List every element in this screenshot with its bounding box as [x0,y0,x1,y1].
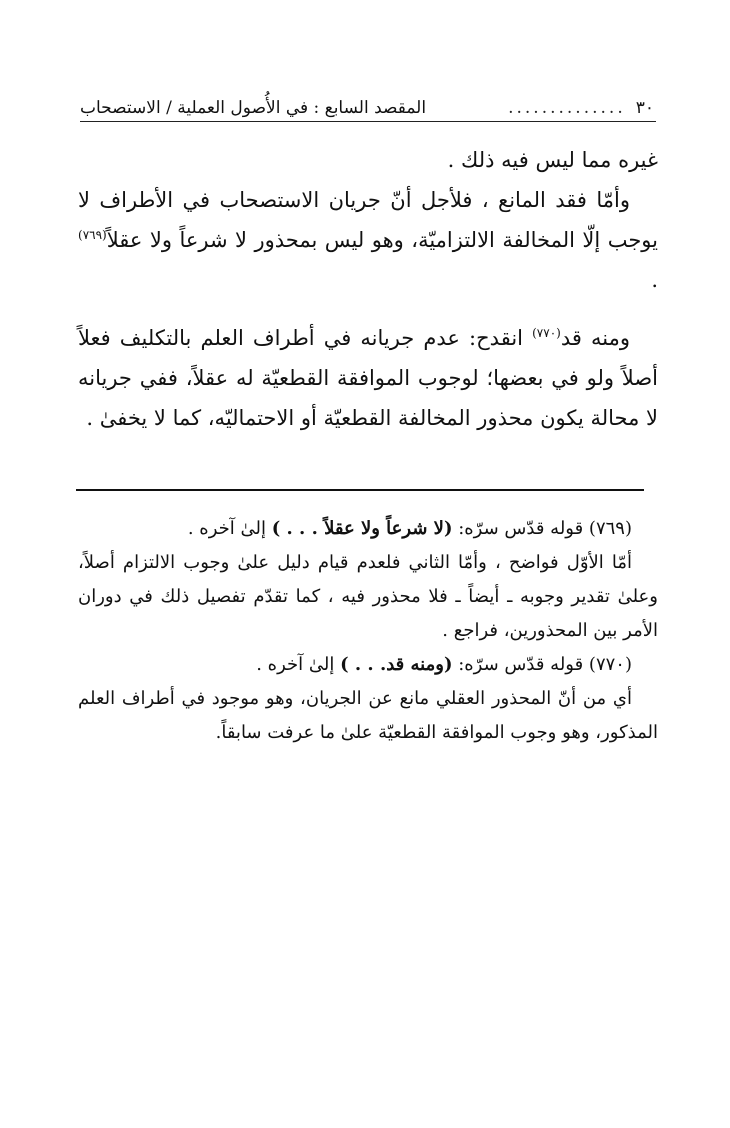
paragraph-text: . [651,268,658,292]
footnote-label: (٧٧٠) قوله قدّس سرّه: [452,654,632,675]
footnote-body: أي من أنّ المحذور العقلي مانع عن الجريان، وهو موجود في أطراف العلم المذكور، وهو وجوب الموافقة القطعيّة علىٰ ما عرفت سابقاً. [78,688,658,743]
footnote-heading [78,512,658,546]
paragraph-text: ومنه قد [560,326,630,350]
paragraph [78,140,658,180]
paragraph-text: غيره مما ليس فيه ذلك . [447,148,658,172]
header-rule [80,121,656,122]
main-text [78,140,658,438]
paragraph-text: وأمّا فقد المانع ، فلأجل أنّ جريان الاستصحاب في الأطراف لا يوجب إلّا المخالفة الالتزاميّة، وهو ليس بمحذور لا شرعاً ولا عقلاً [78,188,658,252]
footnote-quote: (ومنه قد. . . ) [340,654,453,675]
paragraph [78,180,658,300]
footnote-label: (٧٦٩) قوله قدّس سرّه: [452,518,632,539]
header-dot-leader: .............. [508,98,626,118]
header-title: المقصد السابع : في الأُصول العملية / الاستصحاب [80,98,427,118]
footnote-quote: (لا شرعاً ولا عقلاً . . . ) [271,518,453,539]
footnote-separator [76,489,644,491]
running-header [80,90,654,118]
paragraph [78,318,658,438]
footnote-label-tail: إلىٰ آخره . [187,518,272,539]
footnote-marker[interactable]: (٧٦٩) [78,228,107,242]
footnote-label-tail: إلىٰ آخره . [256,654,341,675]
footnote-body: أمّا الأوّل فواضح ، وأمّا الثاني فلعدم قيام دليل علىٰ وجوب الالتزام أصلاً، وعلىٰ تقدير وجوبه ـ أيضاً ـ فلا محذور فيه ، كما تقدّم تفصيل ذلك في دوران الأمر بين المحذورين، فراجع . [78,552,658,641]
page-number: ٣٠ [635,98,654,118]
footnotes [78,512,658,750]
paragraph-text: انقدح: عدم جريانه في أطراف العلم بالتكليف فعلاً أصلاً ولو في بعضها؛ لوجوب الموافقة القطعيّة له عقلاً، ففي جريانه لا محالة يكون محذور المخالفة القطعيّة أو الاحتماليّه، كما لا يخفىٰ . [78,326,658,430]
footnote-heading [78,648,658,682]
footnote-marker[interactable]: (٧٧٠) [532,326,561,340]
